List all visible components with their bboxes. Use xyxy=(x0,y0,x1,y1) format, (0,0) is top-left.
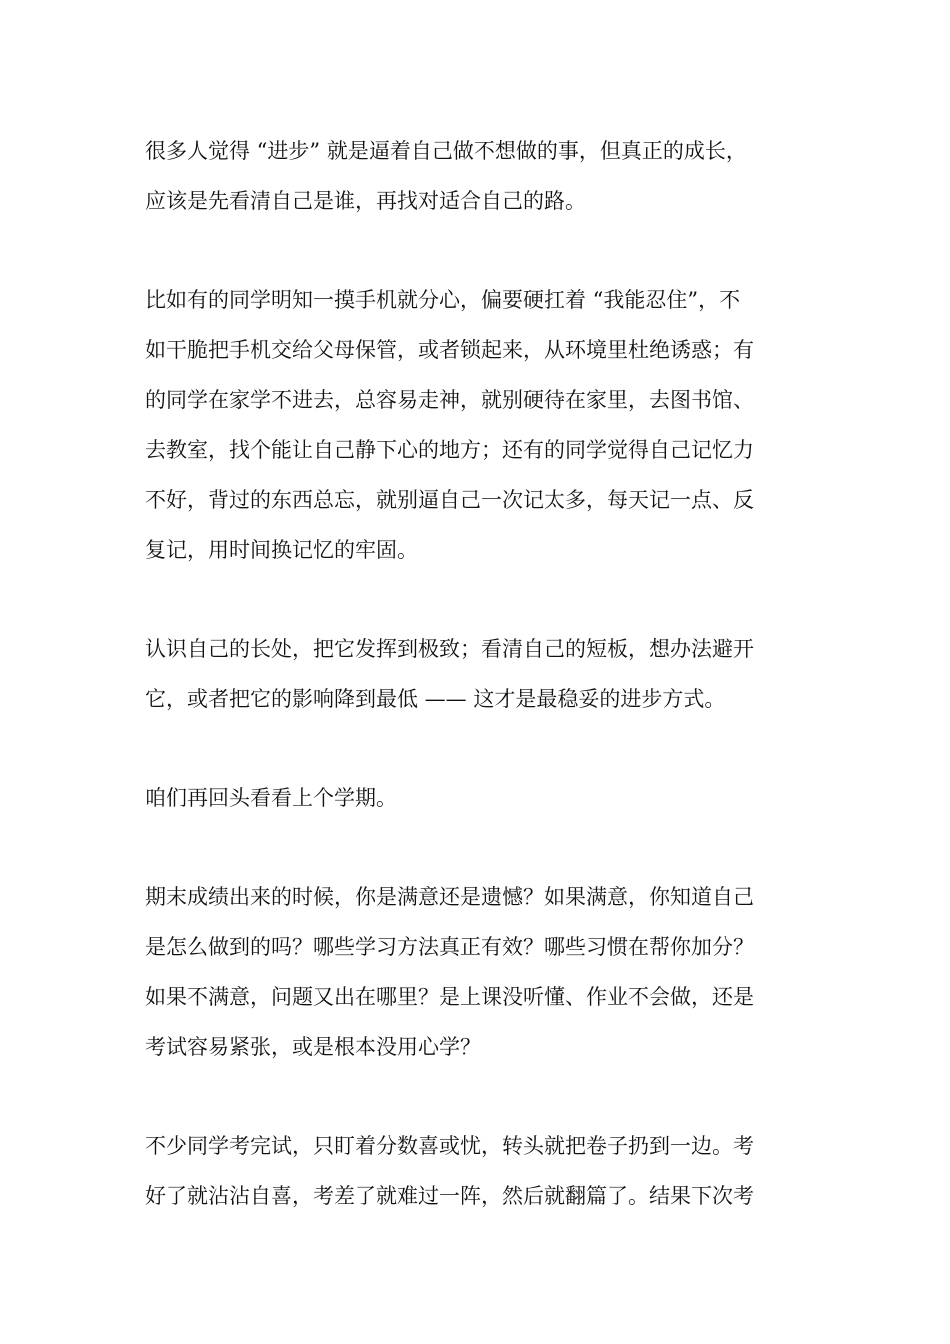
text-line: 如干脆把手机交给父母保管，或者锁起来，从环境里杜绝诱惑；有 xyxy=(145,338,754,362)
text-line: 的同学在家学不进去，总容易走神，就别硬待在家里，去图书馆、 xyxy=(145,388,754,412)
paragraph-examples xyxy=(145,275,810,575)
text-line: 比如有的同学明知一摸手机就分心，偏要硬扛着 “我能忍住”，不 xyxy=(145,288,741,312)
paragraph-after-exam xyxy=(145,1121,810,1221)
text-line: 如果不满意，问题又出在哪里？是上课没听懂、作业不会做，还是 xyxy=(145,985,754,1009)
text-line: 很多人觉得 “进步” 就是逼着自己做不想做的事，但真正的成长， xyxy=(145,139,747,163)
paragraph-strengths xyxy=(145,624,810,724)
text-line: 认识自己的长处，把它发挥到极致；看清自己的短板，想办法避开 xyxy=(145,637,754,661)
text-line: 期末成绩出来的时候，你是满意还是遗憾？如果满意，你知道自己 xyxy=(145,885,754,909)
text-line: 应该是先看清自己是谁，再找对适合自己的路。 xyxy=(145,189,586,213)
paragraph-look-back xyxy=(145,773,810,823)
text-line: 好了就沾沾自喜，考差了就难过一阵，然后就翻篇了。结果下次考 xyxy=(145,1184,754,1208)
paragraph-exam-results xyxy=(145,872,810,1072)
text-line: 不好，背过的东西总忘，就别逼自己一次记太多，每天记一点、反 xyxy=(145,488,754,512)
text-line: 考试容易紧张，或是根本没用心学？ xyxy=(145,1035,481,1059)
text-line: 咱们再回头看看上个学期。 xyxy=(145,786,397,810)
text-line: 是怎么做到的吗？哪些学习方法真正有效？哪些习惯在帮你加分？ xyxy=(145,935,754,959)
text-line: 它，或者把它的影响降到最低 —— 这才是最稳妥的进步方式。 xyxy=(145,687,726,711)
text-line: 不少同学考完试，只盯着分数喜或忧，转头就把卷子扔到一边。考 xyxy=(145,1134,754,1158)
paragraph-progress-intro xyxy=(145,126,810,226)
text-line: 去教室，找个能让自己静下心的地方；还有的同学觉得自己记忆力 xyxy=(145,438,754,462)
text-line: 复记，用时间换记忆的牢固。 xyxy=(145,538,418,562)
